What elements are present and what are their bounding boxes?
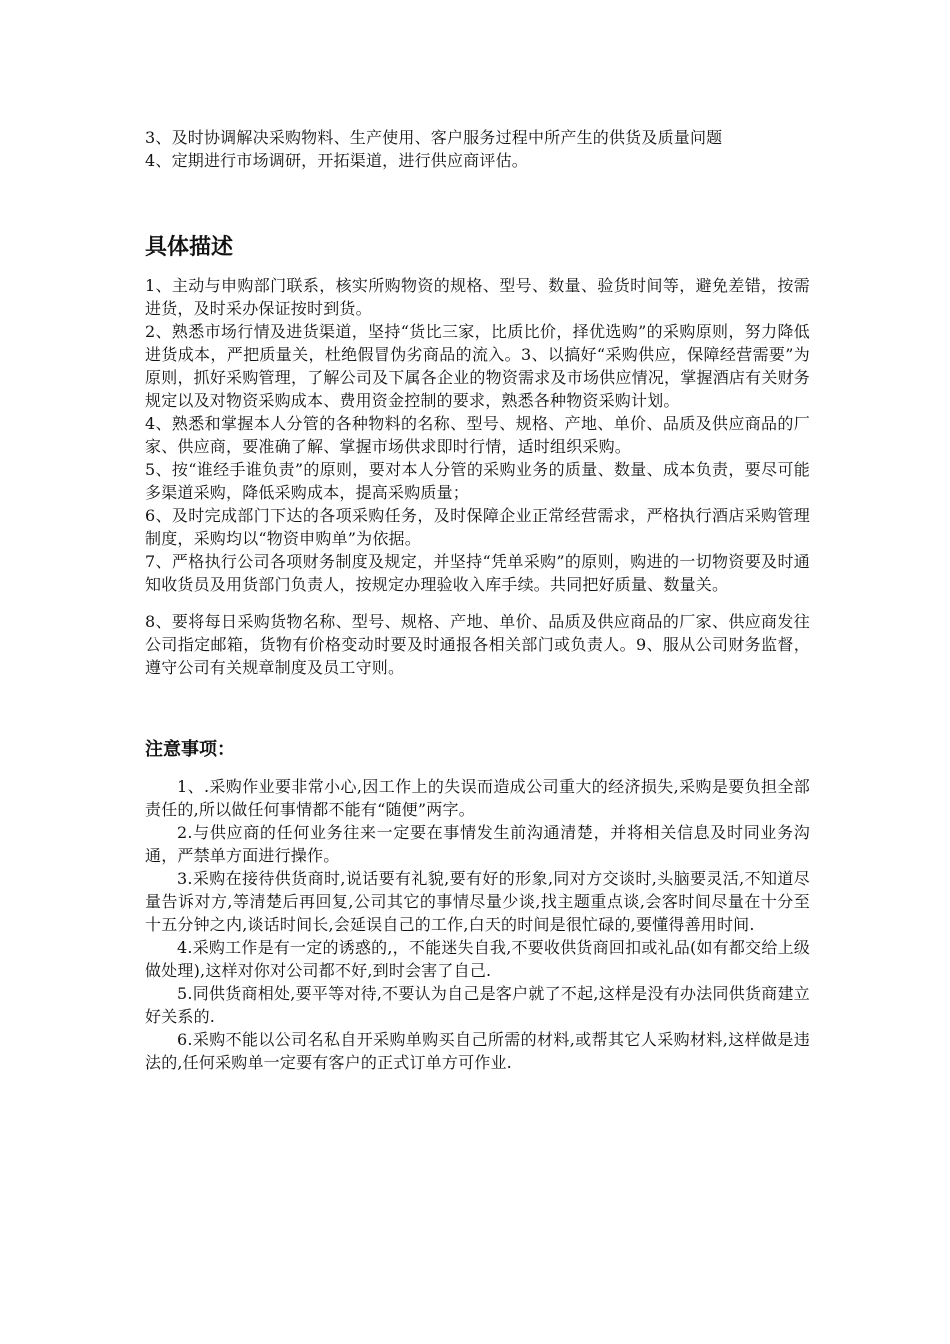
document-page — [145, 126, 810, 1074]
description-item: 2、熟悉市场行情及进货渠道，坚持“货比三家，比质比价，择优选购”的采购原则，努力降低进货成本，严把质量关，杜绝假冒伪劣商品的流入。3、以搞好“采购供应，保障经营需要”为原则，抓好采购管理，了解公司及下属各企业的物资需求及市场供应情况，掌握酒店有关财务规定以及对物资采购成本、费用资金控制的要求，熟悉各种物资采购计划。 — [145, 322, 810, 410]
notes-section — [145, 737, 810, 1074]
description-item: 4、熟悉和掌握本人分管的各种物料的名称、型号、规格、产地、单价、品质及供应商品的厂家、供应商，要准确了解、掌握市场供求即时行情，适时组织采购。 — [145, 414, 810, 456]
section-spacer — [145, 679, 810, 737]
paragraph-spacer — [145, 596, 810, 610]
notes-item: 2.与供应商的任何业务往来一定要在事情发生前沟通清楚，并将相关信息及时同业务沟通，严禁单方面进行操作。 — [145, 823, 810, 865]
notes-item: 6.采购不能以公司名私自开采购单购买自己所需的材料,或帮其它人采购材料,这样做是违法的,任何采购单一定要有客户的正式订单方可作业. — [145, 1030, 810, 1072]
intro-item-3: 3、及时协调解决采购物料、生产使用、客户服务过程中所产生的供货及质量问题 — [145, 128, 723, 147]
description-heading: 具体描述 — [145, 235, 234, 260]
notes-item: 5.同供货商相处,要平等对待,不要认为自己是客户就了不起,这样是没有办法同供货商建立好关系的. — [145, 984, 810, 1026]
description-item: 5、按“谁经手谁负责”的原则，要对本人分管的采购业务的质量、数量、成本负责，要尽可能多渠道采购，降低采购成本，提高采购质量； — [145, 460, 810, 502]
notes-item: 4.采购工作是有一定的诱惑的,，不能迷失自我,不要收供货商回扣或礼品(如有都交给上级做处理),这样对你对公司都不好,到时会害了自己. — [145, 938, 810, 980]
intro-item-4: 4、定期进行市场调研，开拓渠道，进行供应商评估。 — [145, 151, 528, 170]
description-item: 7、严格执行公司各项财务制度及规定，并坚持“凭单采购”的原则，购进的一切物资要及时通知收货员及用货部门负责人，按规定办理验收入库手续。共同把好质量、数量关。 — [145, 552, 810, 594]
description-item: 1、主动与申购部门联系，核实所购物资的规格、型号、数量、验货时间等，避免差错，按需进货，及时采办保证按时到货。 — [145, 276, 810, 318]
intro-section — [145, 126, 810, 172]
description-item: 6、及时完成部门下达的各项采购任务，及时保障企业正常经营需求，严格执行酒店采购管理制度，采购均以“物资申购单”为依据。 — [145, 506, 810, 548]
description-section — [145, 234, 810, 679]
notes-item: 1、.采购作业要非常小心,因工作上的失误而造成公司重大的经济损失,采购是要负担全部责任的,所以做任何事情都不能有“随便”两字。 — [145, 777, 810, 819]
description-item: 8、要将每日采购货物名称、型号、规格、产地、单价、品质及供应商品的厂家、供应商发往公司指定邮箱，货物有价格变动时要及时通报各相关部门或负责人。9、服从公司财务监督，遵守公司有关规章制度及员工守则。 — [145, 612, 810, 677]
notes-item: 3.采购在接待供货商时,说话要有礼貌,要有好的形象,同对方交谈时,头脑要灵活,不知道尽量告诉对方,等清楚后再回复,公司其它的事情尽量少谈,找主题重点谈,会客时间尽量在十分至十五分钟之内,谈话时间长,会延误自己的工作,白天的时间是很忙碌的,要懂得善用时间. — [145, 869, 810, 934]
notes-heading: 注意事项： — [145, 739, 235, 760]
